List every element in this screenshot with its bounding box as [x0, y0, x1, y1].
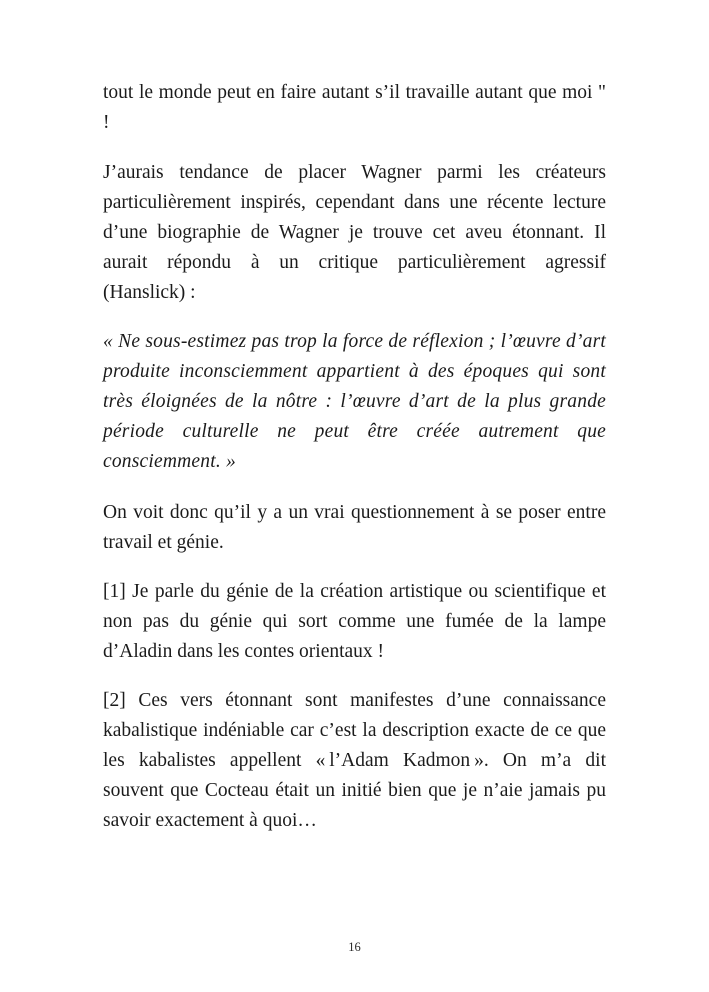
paragraph-3: On voit donc qu’il y a un vrai questionnement à se poser entre travail et génie. [103, 502, 606, 553]
footnote-2: [2] Ces vers étonnant sont manifestes d’une connaissance kabalistique indéniable car c’est la description exacte de ce que les kabalistes appellent « l’Adam Kadmon ». On m’a dit souvent que Cocteau était un initié bien que je n’aie jamais pu savoir exactement à quoi… [103, 690, 606, 831]
paragraph-2: J’aurais tendance de placer Wagner parmi les créateurs particulièrement inspirés, cependant dans une récente lecture d’une biographie de Wagner je trouve cet aveu étonnant. Il aurait répondu à un critique particulièrement agressif (Hanslick) : [103, 162, 606, 303]
footnote-1: [1] Je parle du génie de la création artistique ou scientifique et non pas du génie qui sort comme une fumée de la lampe d’Aladin dans les contes orientaux ! [103, 581, 606, 662]
block-quote: « Ne sous-estimez pas trop la force de réflexion ; l’œuvre d’art produite inconsciemment appartient à des époques qui sont très éloignées de la nôtre : l’œuvre d’art de la plus grande période culturelle ne peut être créée autrement que consciemment. » [103, 331, 606, 472]
paragraph-1: tout le monde peut en faire autant s’il travaille autant que moi " ! [103, 82, 606, 133]
page-body [103, 78, 606, 836]
page-number: 16 [348, 940, 361, 954]
